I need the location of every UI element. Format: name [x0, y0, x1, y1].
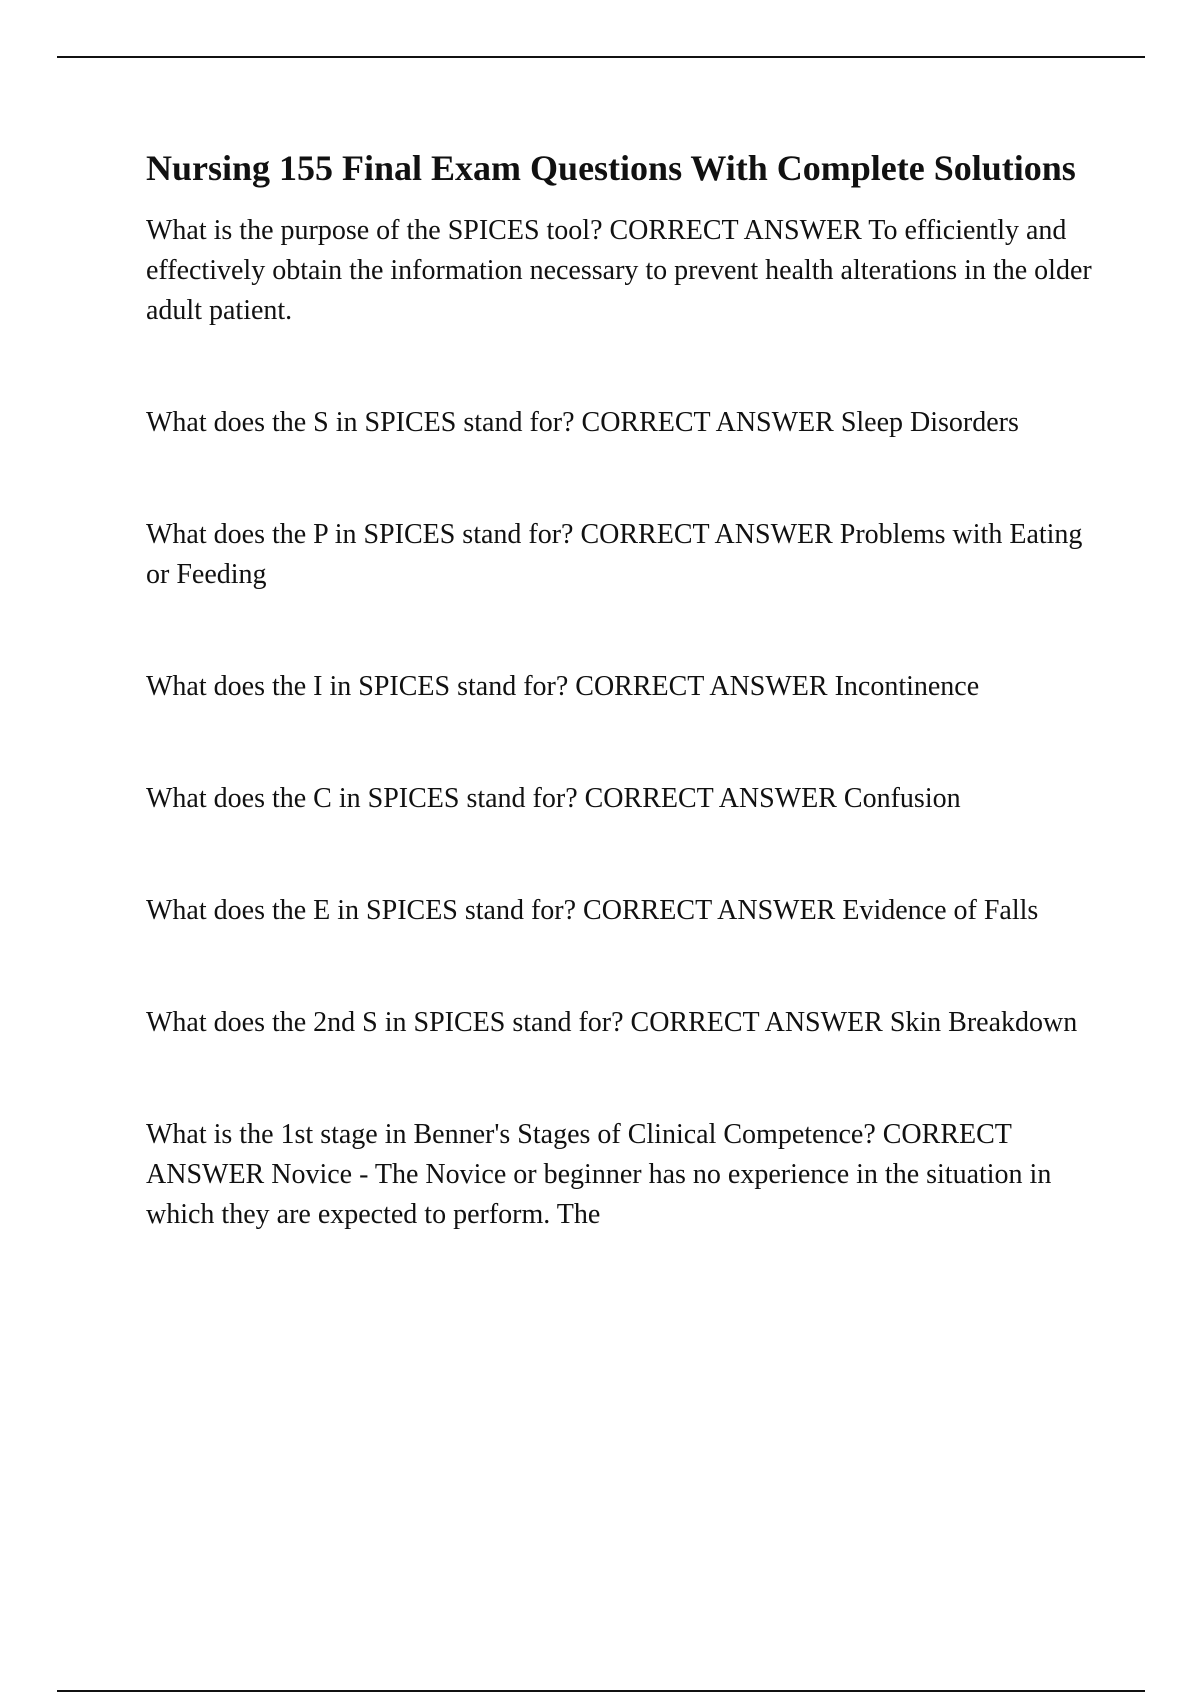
footer-rule — [57, 1690, 1145, 1692]
qa-entry: What does the C in SPICES stand for? CORRECT ANSWER Confusion — [146, 783, 961, 814]
qa-entry: What is the purpose of the SPICES tool? CORRECT ANSWER To efficiently and effectively obtain the information necessary to prevent health alterations in the older adult patient. — [146, 215, 1092, 326]
document-body — [146, 144, 1106, 1235]
document-title: Nursing 155 Final Exam Questions With Complete Solutions — [146, 148, 1076, 188]
qa-entry: What does the I in SPICES stand for? CORRECT ANSWER Incontinence — [146, 671, 980, 702]
qa-entry: What does the E in SPICES stand for? CORRECT ANSWER Evidence of Falls — [146, 895, 1039, 926]
qa-entry: What is the 1st stage in Benner's Stages of Clinical Competence? CORRECT ANSWER Novice - The Novice or beginner has no experience in the situation in which they are expected to perform. The — [146, 1119, 1052, 1230]
qa-entry: What does the S in SPICES stand for? CORRECT ANSWER Sleep Disorders — [146, 407, 1019, 438]
qa-entry: What does the P in SPICES stand for? CORRECT ANSWER Problems with Eating or Feeding — [146, 519, 1083, 590]
header-rule — [57, 56, 1145, 58]
qa-entry: What does the 2nd S in SPICES stand for? CORRECT ANSWER Skin Breakdown — [146, 1007, 1078, 1038]
